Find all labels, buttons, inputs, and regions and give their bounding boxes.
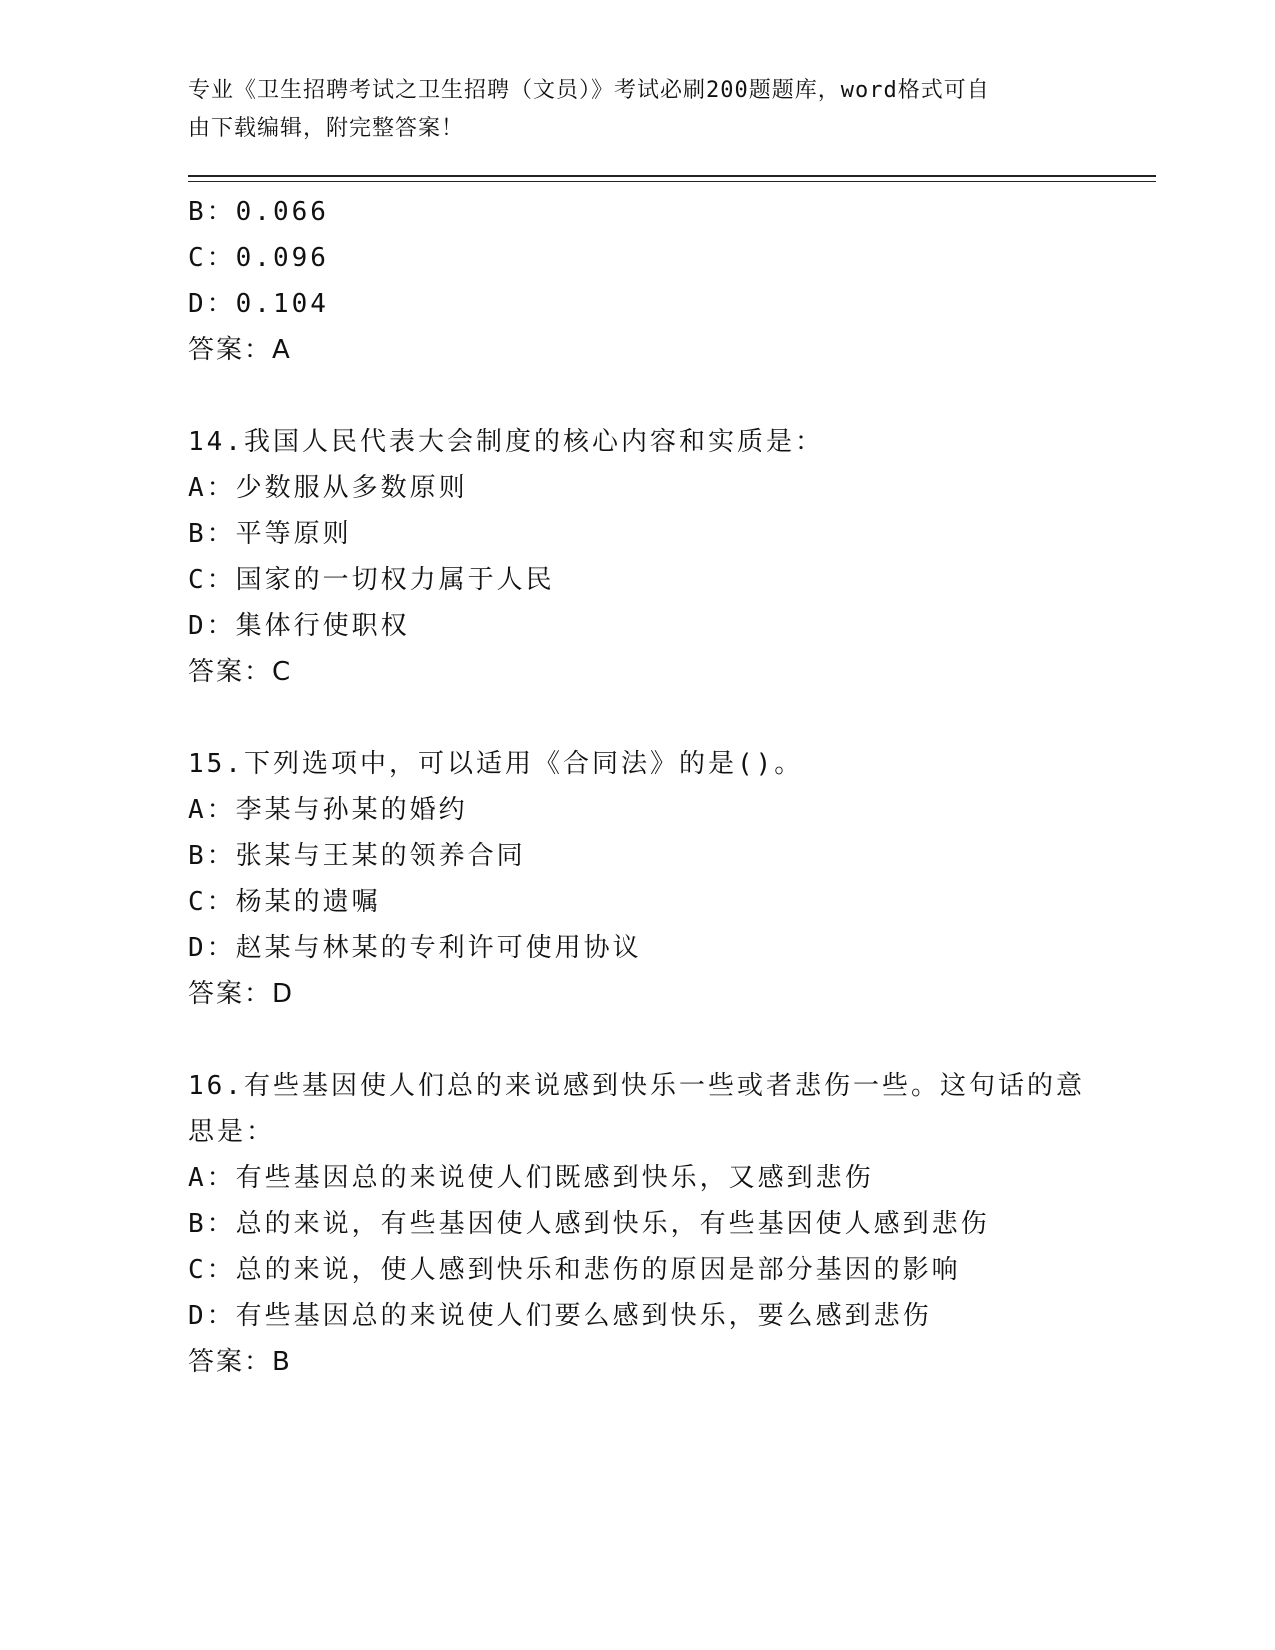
option-a: A：少数服从多数原则 [188,473,468,503]
question-text-line-1: 16.有些基因使人们总的来说感到快乐一些或者悲伤一些。这句话的意 [188,1071,1085,1101]
header-divider-thick [188,175,1156,177]
document-header [188,72,1068,148]
spacer [188,695,1088,741]
header-line-2: 由下载编辑，附完整答案！ [188,116,465,141]
answer-line: 答案：D [188,979,295,1009]
option-a: A：李某与孙某的婚约 [188,795,468,825]
option-c: C：杨某的遗嘱 [188,887,381,917]
question-text-line-2: 思是： [188,1117,276,1147]
option-c: C：总的来说，使人感到快乐和悲伤的原因是部分基因的影响 [188,1255,961,1285]
answer-line: 答案：C [188,657,293,687]
option-d: D：有些基因总的来说使人们要么感到快乐，要么感到悲伤 [188,1301,932,1331]
spacer [188,373,1088,419]
option-c: C：国家的一切权力属于人民 [188,565,555,595]
question-text: 15.下列选项中，可以适用《合同法》的是()。 [188,749,804,779]
option-d: D：赵某与林某的专利许可使用协议 [188,933,642,963]
option-a: A：有些基因总的来说使人们既感到快乐，又感到悲伤 [188,1163,874,1193]
question-text: 14.我国人民代表大会制度的核心内容和实质是： [188,427,824,457]
option-b: B：平等原则 [188,519,352,549]
answer-line: 答案：A [188,335,292,365]
header-divider-thin [188,181,1156,182]
answer-line: 答案：B [188,1347,292,1377]
option-d: D：集体行使职权 [188,611,410,641]
option-b: B：张某与王某的领养合同 [188,841,526,871]
option-d: D：0.104 [188,289,329,319]
question-block-15 [188,741,1088,1017]
option-b: B：0.066 [188,197,329,227]
spacer [188,1017,1088,1063]
option-c: C：0.096 [188,243,329,273]
question-block-14 [188,419,1088,695]
question-block-16 [188,1063,1088,1385]
header-line-1: 专业《卫生招聘考试之卫生招聘（文员）》考试必刷200题题库，word格式可自 [188,78,990,103]
option-b: B：总的来说，有些基因使人感到快乐，有些基因使人感到悲伤 [188,1209,990,1239]
question-block-13 [188,189,1088,373]
question-list [188,189,1088,1385]
